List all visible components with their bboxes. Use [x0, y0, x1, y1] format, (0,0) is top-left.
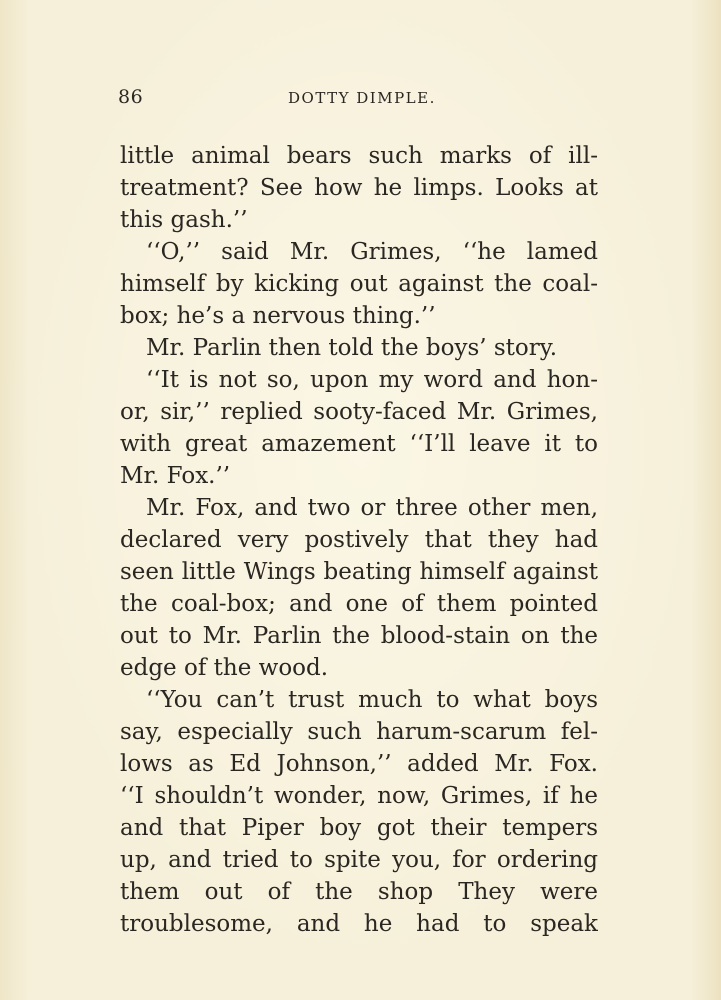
running-head: DOTTY DIMPLE.	[288, 89, 436, 107]
text-line: treatment? See how he limps. Looks at	[120, 175, 598, 201]
text-line: troublesome, and he had to speak	[120, 911, 598, 937]
page-header	[118, 86, 598, 112]
text-line: Mr. Parlin then told the boys’ story.	[146, 335, 558, 361]
page-number: 86	[118, 86, 144, 108]
text-line: them out of the shop They were	[120, 879, 598, 905]
text-line: ‘‘You can’t trust much to what boys	[146, 687, 598, 713]
text-line: ‘‘O,’’ said Mr. Grimes, ‘‘he lamed	[146, 239, 598, 265]
text-line: lows as Ed Johnson,’’ added Mr. Fox.	[120, 751, 598, 777]
body-text	[120, 140, 598, 940]
text-line: out to Mr. Parlin the blood-stain on the	[120, 623, 598, 649]
text-line: ‘‘It is not so, upon my word and hon-	[146, 367, 598, 393]
text-line: ‘‘I shouldn’t wonder, now, Grimes, if he	[120, 783, 598, 809]
text-line: this gash.’’	[120, 207, 248, 233]
text-line: himself by kicking out against the coal-	[120, 271, 598, 297]
text-line: box; he’s a nervous thing.’’	[120, 303, 436, 329]
text-line: the coal-box; and one of them pointed	[120, 591, 598, 617]
text-line: Mr. Fox, and two or three other men,	[146, 495, 598, 521]
text-line: declared very postively that they had	[120, 527, 598, 553]
text-line: Mr. Fox.’’	[120, 463, 231, 489]
text-line: or, sir,’’ replied sooty-faced Mr. Grimes,	[120, 399, 598, 425]
text-line: say, especially such harum-scarum fel-	[120, 719, 598, 745]
text-line: edge of the wood.	[120, 655, 329, 681]
text-line: seen little Wings beating himself against	[120, 559, 598, 585]
text-line: with great amazement ‘‘I’ll leave it to	[120, 431, 598, 457]
text-line: little animal bears such marks of ill-	[120, 143, 598, 169]
text-line: and that Piper boy got their tempers	[120, 815, 598, 841]
text-line: up, and tried to spite you, for ordering	[120, 847, 598, 873]
